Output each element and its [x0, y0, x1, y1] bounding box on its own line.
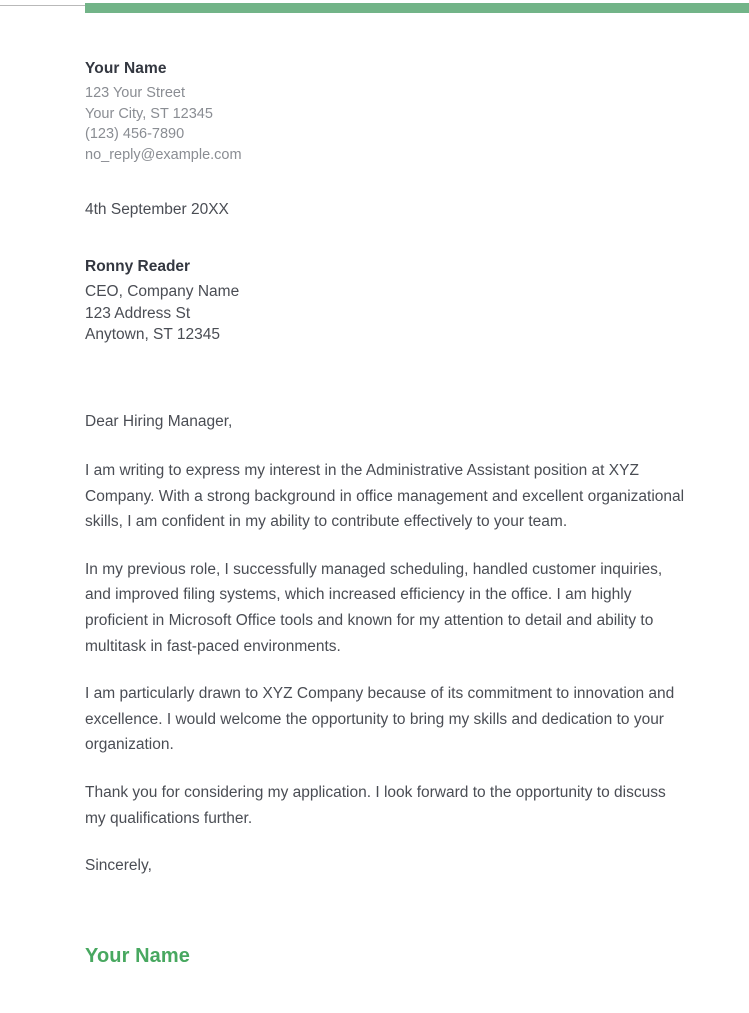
body-paragraph-3: I am particularly drawn to XYZ Company because of its commitment to innovation and excellence. I would welcome the opportunity to bring my skills and dedication to your organization. [85, 685, 675, 754]
letter-date: 4th September 20XX [85, 201, 229, 218]
header-accent-bar [85, 3, 749, 13]
recipient-street: 123 Address St [85, 304, 191, 322]
body-paragraph-4: Thank you for considering my application. I look forward to the opportunity to discuss my qualifications further. [85, 783, 666, 827]
sender-email: no_reply@example.com [85, 146, 242, 163]
header-hairline [0, 5, 86, 6]
sender-street: 123 Your Street [85, 85, 185, 101]
recipient-address-block [85, 256, 690, 346]
sender-city-state-zip: Your City, ST 12345 [85, 105, 213, 122]
recipient-title-company: CEO, Company Name [85, 283, 240, 300]
recipient-city-state-zip: Anytown, ST 12345 [85, 326, 220, 343]
salutation: Dear Hiring Manager, [85, 413, 233, 430]
sender-phone: (123) 456-7890 [85, 126, 185, 142]
body-paragraph-1: I am writing to express my interest in the Administrative Assistant position at XYZ Company. With a strong background in office management and excellent organizational skills, I am confident in my ability to contribute effectively to your team. [85, 462, 685, 531]
sender-address-block [85, 59, 690, 165]
signature-name: Your Name [85, 945, 191, 967]
closing-salutation: Sincerely, [85, 857, 152, 875]
recipient-name: Ronny Reader [85, 258, 191, 275]
body-paragraph-2: In my previous role, I successfully managed scheduling, handled customer inquiries, and improved filing systems, which increased efficiency in the office. I am highly proficient in Microsoft Office tools and known for my attention to detail and ability to multitask in fast-paced environments. [85, 560, 663, 655]
letter-body [85, 409, 690, 878]
header-rule-band [0, 0, 749, 16]
sender-name: Your Name [85, 60, 167, 77]
